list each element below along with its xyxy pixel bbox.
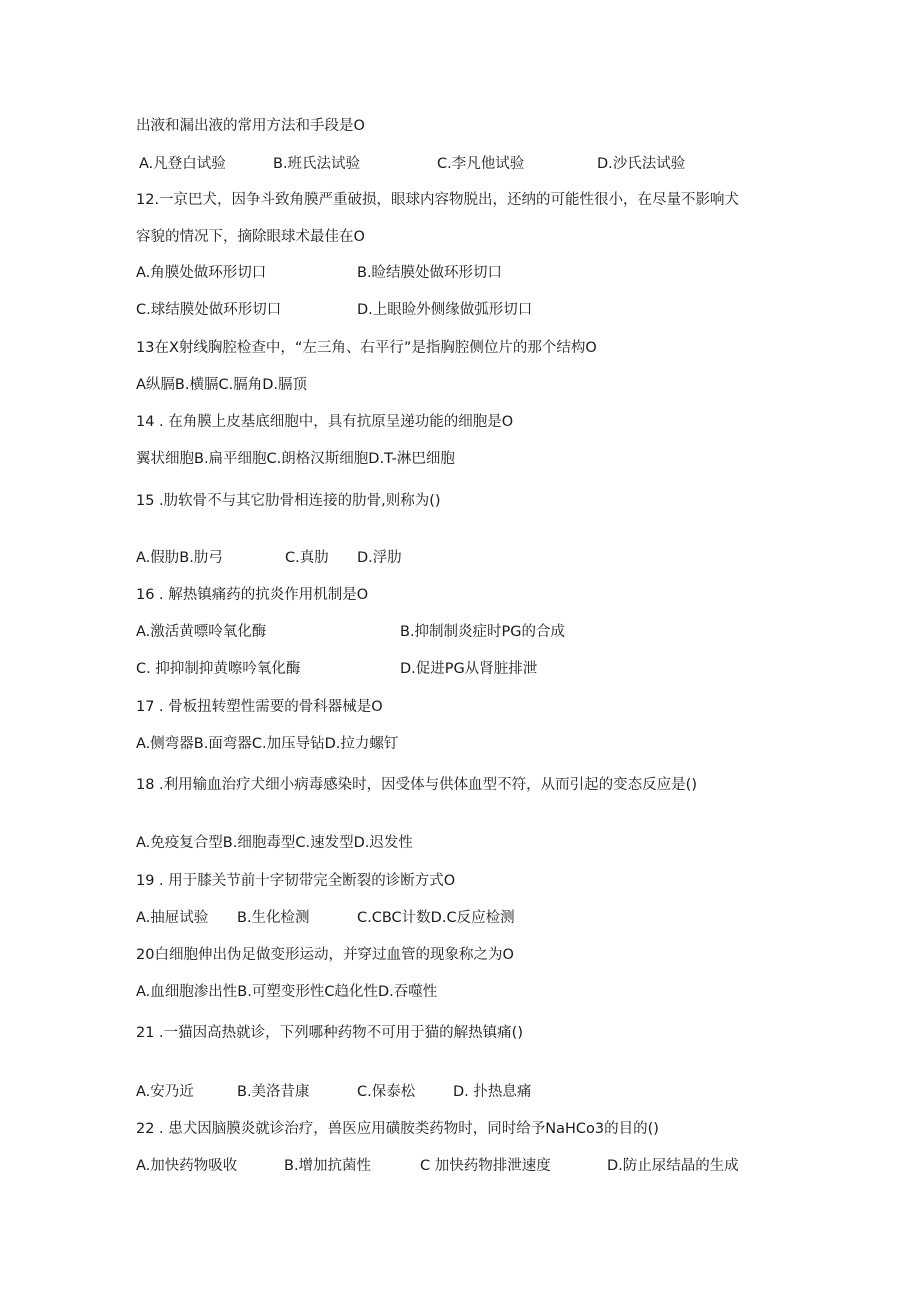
- option-d: D.上眼睑外侧缘做弧形切口: [357, 302, 533, 318]
- question-14-options: 翼状细胞B.扁平细胞C.朗格汉斯细胞D.T-淋巴细胞: [136, 451, 455, 467]
- option-a: A.安乃近: [136, 1084, 194, 1100]
- option-b: B.生化检测: [237, 910, 310, 926]
- option-d: D.浮肋: [357, 550, 402, 566]
- question-12-stem-continued: 容貌的情况下，摘除眼球术最佳在O: [136, 229, 365, 245]
- option-b: B.增加抗菌性: [284, 1158, 372, 1174]
- option-c: C.球结膜处做环形切口: [136, 302, 282, 318]
- option-b: B.抑制制炎症时PG的合成: [400, 624, 566, 640]
- question-20-stem: 20白细胞伸出伪足做变形运动，并穿过血管的现象称之为O: [136, 947, 514, 963]
- question-17-stem: 17 . 骨板扭转塑性需要的骨科器械是O: [136, 699, 383, 715]
- question-13-options: A纵膈B.横膈C.膈角D.膈顶: [136, 377, 307, 393]
- option-d: D. 扑热息痛: [453, 1084, 532, 1100]
- option-a: A.激活黄嘌呤氧化酶: [136, 624, 267, 640]
- question-21-stem: 21 .一猫因高热就诊，下列哪种药物不可用于猫的解热镇痛(): [136, 1025, 523, 1041]
- option-b: B.班氏法试验: [273, 156, 361, 172]
- question-17-options: A.侧弯器B.面弯器C.加压导钻D.拉力螺钉: [136, 736, 399, 752]
- question-18-options: A.免疫复合型B.细胞毒型C.速发型D.迟发性: [136, 835, 413, 851]
- option-b: B.美洛昔康: [237, 1084, 310, 1100]
- question-18-stem: 18 .利用输血治疗犬细小病毒感染时，因受体与供体血型不符，从而引起的变态反应是(): [136, 777, 697, 793]
- option-a: A.角膜处做环形切口: [136, 265, 267, 281]
- option-c: C.李凡他试验: [437, 156, 525, 172]
- option-d: D.促进PG从肾脏排泄: [400, 661, 538, 677]
- question-15-stem: 15 .肋软骨不与其它肋骨相连接的肋骨,则称为(): [136, 493, 441, 509]
- question-13-stem: 13在X射线胸腔检查中，“左三角、右平行”是指胸腔侧位片的那个结构O: [136, 340, 597, 356]
- option-cd: C.CBC计数D.C反应检测: [357, 910, 515, 926]
- option-a: A.加快药物吸收: [136, 1158, 238, 1174]
- option-c: C. 抑抑制抑黄嚓吟氧化酶: [136, 661, 301, 677]
- question-14-stem: 14 . 在角膜上皮基底细胞中，具有抗原呈递功能的细胞是O: [136, 414, 514, 430]
- question-11-stem-continued: 出液和漏出液的常用方法和手段是O: [136, 118, 365, 134]
- option-c: C 加快药物排泄速度: [420, 1158, 551, 1174]
- option-c: C.真肋: [285, 550, 329, 566]
- option-a: A.抽屉试验: [136, 910, 209, 926]
- option-d: D.防止尿结晶的生成: [607, 1158, 739, 1174]
- question-15-options-ab: A.假肋B.肋弓: [136, 550, 223, 566]
- question-19-stem: 19 . 用于膝关节前十字韧带完全断裂的诊断方式O: [136, 873, 456, 889]
- question-22-stem: 22 . 患犬因脑膜炎就诊治疗，兽医应用磺胺类药物时，同时给予NaHCo3的目的(): [136, 1121, 659, 1137]
- option-d: D.沙氏法试验: [597, 156, 686, 172]
- option-b: B.睑结膜处做环形切口: [357, 265, 503, 281]
- question-12-stem: 12.一京巴犬，因争斗致角膜严重破损，眼球内容物脱出，还纳的可能性很小，在尽量不影响犬: [136, 192, 740, 208]
- question-20-options: A.血细胞渗出性B.可塑变形性C趋化性D.吞噬性: [136, 984, 438, 1000]
- option-c: C.保泰松: [357, 1084, 416, 1100]
- question-16-stem: 16 . 解热镇痛药的抗炎作用机制是O: [136, 587, 369, 603]
- option-a: A.凡登白试验: [139, 156, 226, 172]
